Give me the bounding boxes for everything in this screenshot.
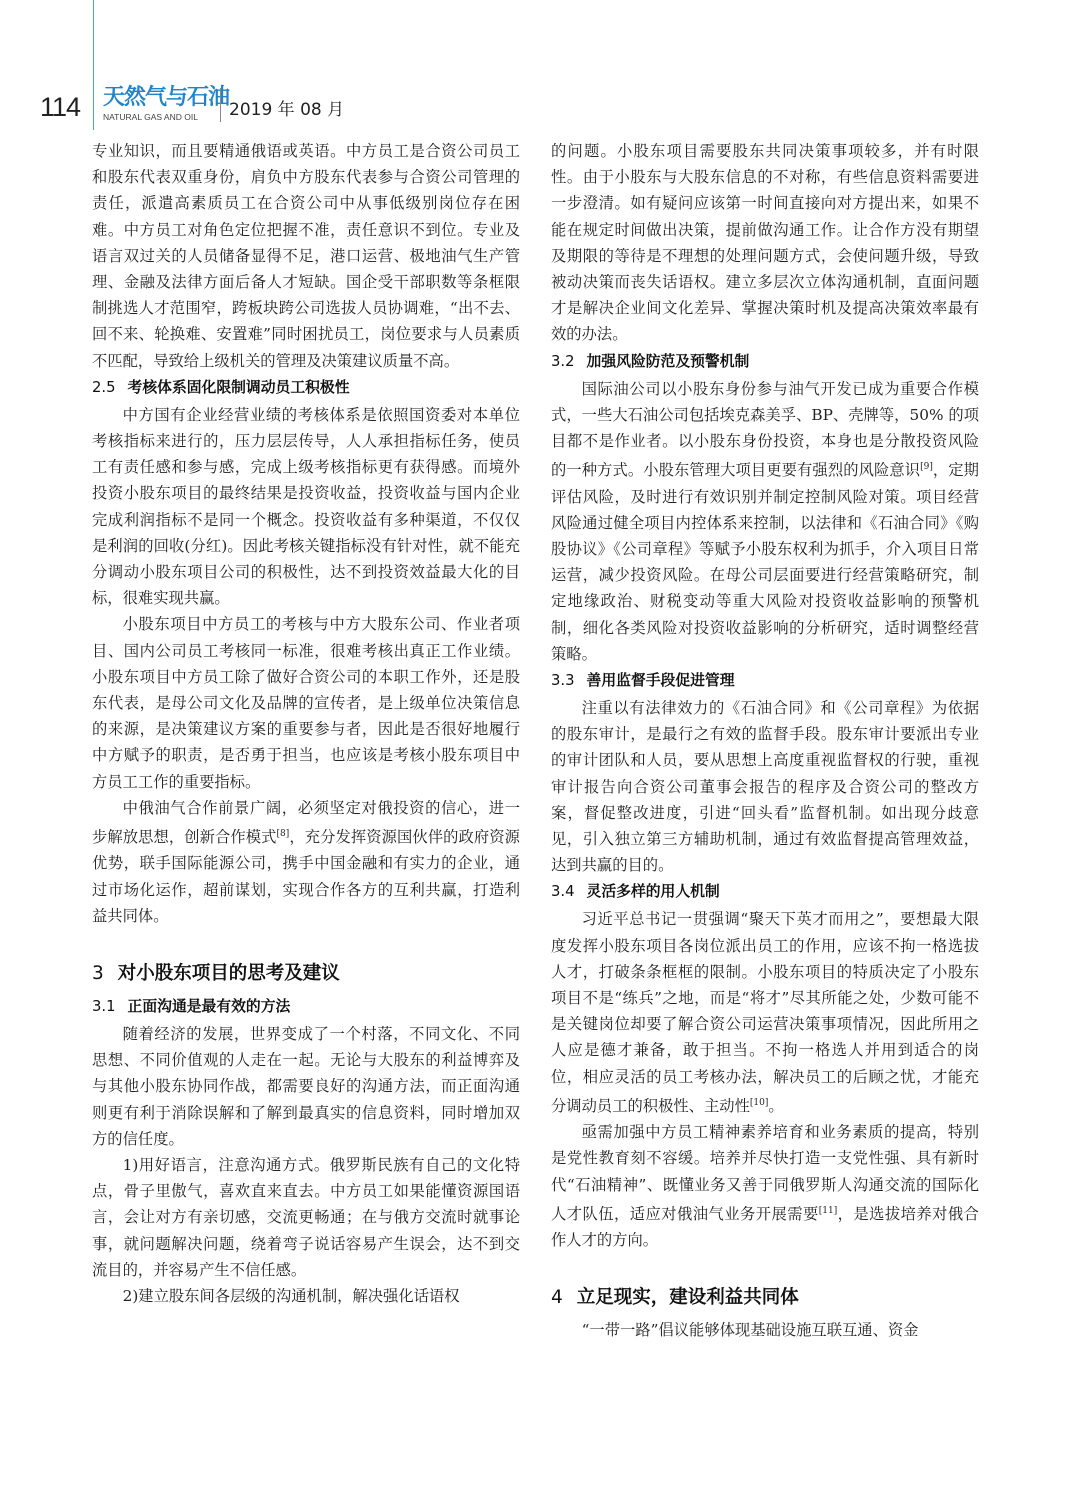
paragraph	[92, 1283, 520, 1309]
heading-number: 3.2	[551, 352, 575, 370]
paragraph-text: 随着经济的发展，世界变成了一个村落，不同文化、不同思想、不同价值观的人走在一起。无论与大股东的利益博弈及与其他小股东协同作战，都需要良好的沟通方法，而正面沟通则更有利于消除误解和了解到最真实的信息资料，同时增加双方的信任度。	[92, 1024, 520, 1148]
subsection-heading	[551, 348, 979, 376]
subsection-heading	[92, 993, 520, 1021]
heading-text: 立足现实，建设利益共同体	[576, 1287, 799, 1309]
paragraph	[551, 695, 979, 878]
header-rule	[93, 0, 94, 130]
paragraph-text: 中方国有企业经营业绩的考核体系是依照国资委对本单位考核指标来进行的，压力层层传导，人人承担指标任务，使员工有责任感和参与感，完成上级考核指标更有获得感。而境外投资小股东项目的最终结果是投资收益，投资收益与国内企业完成利润指标不是同一个概念。投资收益有多种渠道，不仅仅是利润的回收(分红)。因此考核关键指标没有针对性，就不能充分调动小股东项目公司的积极性，达不到投资效益最大化的目标，很难实现共赢。	[92, 405, 520, 608]
paragraph-text: 注重以有法律效力的《石油合同》和《公司章程》为依据的股东审计，是最行之有效的监督手段。股东审计要派出专业的审计团队和人员，要从思想上高度重视监督权的行驶，重视审计报告向合资公司董事会报告的程序及合资公司的整改方案，督促整改进度，引进“回头看”监督机制。如出现分歧意见，引入独立第三方辅助机制，通过有效监督提高管理效益，达到共赢的目的。	[551, 698, 979, 875]
citation-ref: [8]	[276, 829, 290, 840]
paragraph-text: ，充分发挥资源国伙伴的政府资源优势，联手国际能源公司，携手中国金融和有实力的企业，通过市场化运作，超前谋划，实现合作各方的互利共赢，打造利益共同体。	[92, 828, 520, 925]
paragraph	[551, 906, 979, 1119]
heading-text: 对小股东项目的思考及建议	[117, 962, 340, 984]
paragraph-text: 。	[768, 1096, 784, 1115]
journal-logo: 天然气与石油	[103, 85, 230, 110]
paragraph-text: 亟需加强中方员工精神素养培育和业务素质的提高，特别是党性教育刻不容缓。培养并尽快打造一支党性强、具有新时代“石油精神”、既懂业务又善于同俄罗斯人沟通交流的国际化人才队伍，适应对俄油气业务开展需要	[551, 1123, 979, 1223]
paragraph-text: 1)用好语言，注意沟通方式。俄罗斯民族有自己的文化特点，骨子里傲气，喜欢直来直去。中方员工如果能懂资源国语言，会让对方有亲切感，交流更畅通；在与俄方交流时就事论事，就问题解决问题，绕着弯子说话容易产生误会，达不到交流目的，并容易产生不信任感。	[92, 1156, 520, 1279]
paragraph-text: 习近平总书记一贯强调“聚天下英才而用之”，要想最大限度发挥小股东项目各岗位派出员工的作用，应该不拘一格选拔人才，打破条条框框的限制。小股东项目的特质决定了小股东项目不是“练兵”之地，而是“将才”尽其所能之处，少数可能不是关键岗位却要了解合资公司运营决策事项情况，因此所用之人应是德才兼备，敢于担当。不拘一格选人并用到适合的岗位，相应灵活的员工考核办法，解决员工的后顾之忧，才能充分调动员工的积极性、主动性	[551, 910, 979, 1115]
heading-number: 3.1	[92, 997, 116, 1015]
paragraph-text: 2)建立股东间各层级的沟通机制，解决强化话语权	[122, 1287, 460, 1306]
paragraph-text: ，定期评估风险，及时进行有效识别并制定控制风险对策。项目经营风险通过健全项目内控体系来控制，以法律和《石油合同》《购股协议》《公司章程》等赋予小股东权利为抓手，介入项目日常运营，减少投资风险。在母公司层面要进行经营策略研究，制定地缘政治、财税变动等重大风险对投资收益影响的预警机制，细化各类风险对投资收益影响的分析研究，适时调整经营策略。	[551, 461, 979, 663]
heading-number: 2.5	[92, 378, 116, 396]
paragraph-text: 的问题。小股东项目需要股东共同决策事项较多，并有时限性。由于小股东与大股东信息的不对称，有些信息资料需要进一步澄清。如有疑问应该第一时间直接向对方提出来，如果不能在规定时间做出决策，提前做沟通工作。让合作方没有期望及期限的等待是不理想的处理问题方式，会使问题升级，导致被动决策而丧失话语权。建立多层次立体沟通机制，直面问题才是解决企业间文化差异、掌握决策时机及提高决策效率最有效的办法。	[551, 142, 979, 344]
left-column	[92, 138, 520, 1309]
section-heading	[551, 1283, 979, 1309]
paragraph-text: “一带一路”倡议能够体现基础设施互联互通、资金	[581, 1321, 919, 1340]
heading-number: 4	[551, 1287, 563, 1309]
paragraph	[551, 1317, 979, 1343]
header-divider	[220, 88, 221, 122]
paragraph	[92, 1021, 520, 1152]
paragraph-text: 中俄油气合作前景广阔，必须坚定对俄投资的信心，进一步解放思想，创新合作模式	[92, 798, 520, 847]
journal-name-en: NATURAL GAS AND OIL	[103, 112, 198, 122]
heading-number: 3.3	[551, 671, 575, 689]
subsection-heading	[92, 374, 520, 402]
paragraph	[551, 376, 979, 667]
paragraph	[551, 138, 979, 348]
heading-text: 灵活多样的用人机制	[586, 883, 720, 901]
section-heading	[92, 959, 520, 985]
citation-ref: [11]	[818, 1205, 838, 1216]
heading-text: 考核体系固化限制调动员工积极性	[127, 378, 350, 396]
right-column	[551, 138, 979, 1343]
heading-number: 3.4	[551, 883, 575, 901]
heading-text: 善用监督手段促进管理	[586, 671, 735, 689]
heading-text: 正面沟通是最有效的方法	[127, 997, 291, 1015]
citation-ref: [10]	[749, 1097, 769, 1108]
subsection-heading	[551, 878, 979, 906]
subsection-heading	[551, 667, 979, 695]
citation-ref: [9]	[920, 462, 933, 473]
paragraph	[92, 138, 520, 374]
paragraph	[551, 1119, 979, 1253]
heading-number: 3	[92, 962, 104, 984]
paragraph	[92, 795, 520, 929]
paragraph-text: 国际油公司以小股东身份参与油气开发已成为重要合作模式，一些大石油公司包括埃克森美孚、BP、壳牌等，50% 的项目都不是作业者。以小股东身份投资，本身也是分散投资风险的一种方式。小股东管理大项目更要有强烈的风险意识	[551, 379, 979, 480]
paragraph	[92, 611, 520, 794]
paragraph-text: 小股东项目中方员工的考核与中方大股东公司、作业者项目、国内公司员工考核同一标准，很难考核出真正工作业绩。小股东项目中方员工除了做好合资公司的本职工作外，还是股东代表，是母公司文化及品牌的宣传者，是上级单位决策信息的来源，是决策建议方案的重要参与者，因此是否很好地履行中方赋予的职责，是否勇于担当，也应该是考核小股东项目中方员工工作的重要指标。	[92, 615, 520, 791]
paragraph-text: 专业知识，而且要精通俄语或英语。中方员工是合资公司员工和股东代表双重身份，肩负中方股东代表参与合资公司管理的责任，派遣高素质员工在合资公司中从事低级别岗位存在困难。中方员工对角色定位把握不准，责任意识不到位。专业及语言双过关的人员储备显得不足，港口运营、极地油气生产管理、金融及法律方面后备人才短缺。国企受干部职数等条框限制挑选人才范围窄，跨板块跨公司选拔人员协调难，“出不去、回不来、轮换难、安置难”同时困扰员工，岗位要求与人员素质不匹配，导致给上级机关的管理及决策建议质量不高。	[92, 142, 520, 370]
heading-text: 加强风险防范及预警机制	[586, 352, 750, 370]
paragraph-text: ，是选拔培养对俄合作人才的方向。	[551, 1204, 979, 1249]
issue-date: 2019 年 08 月	[229, 100, 345, 120]
paragraph	[92, 1152, 520, 1283]
page-number: 114	[40, 92, 81, 122]
paragraph	[92, 402, 520, 612]
